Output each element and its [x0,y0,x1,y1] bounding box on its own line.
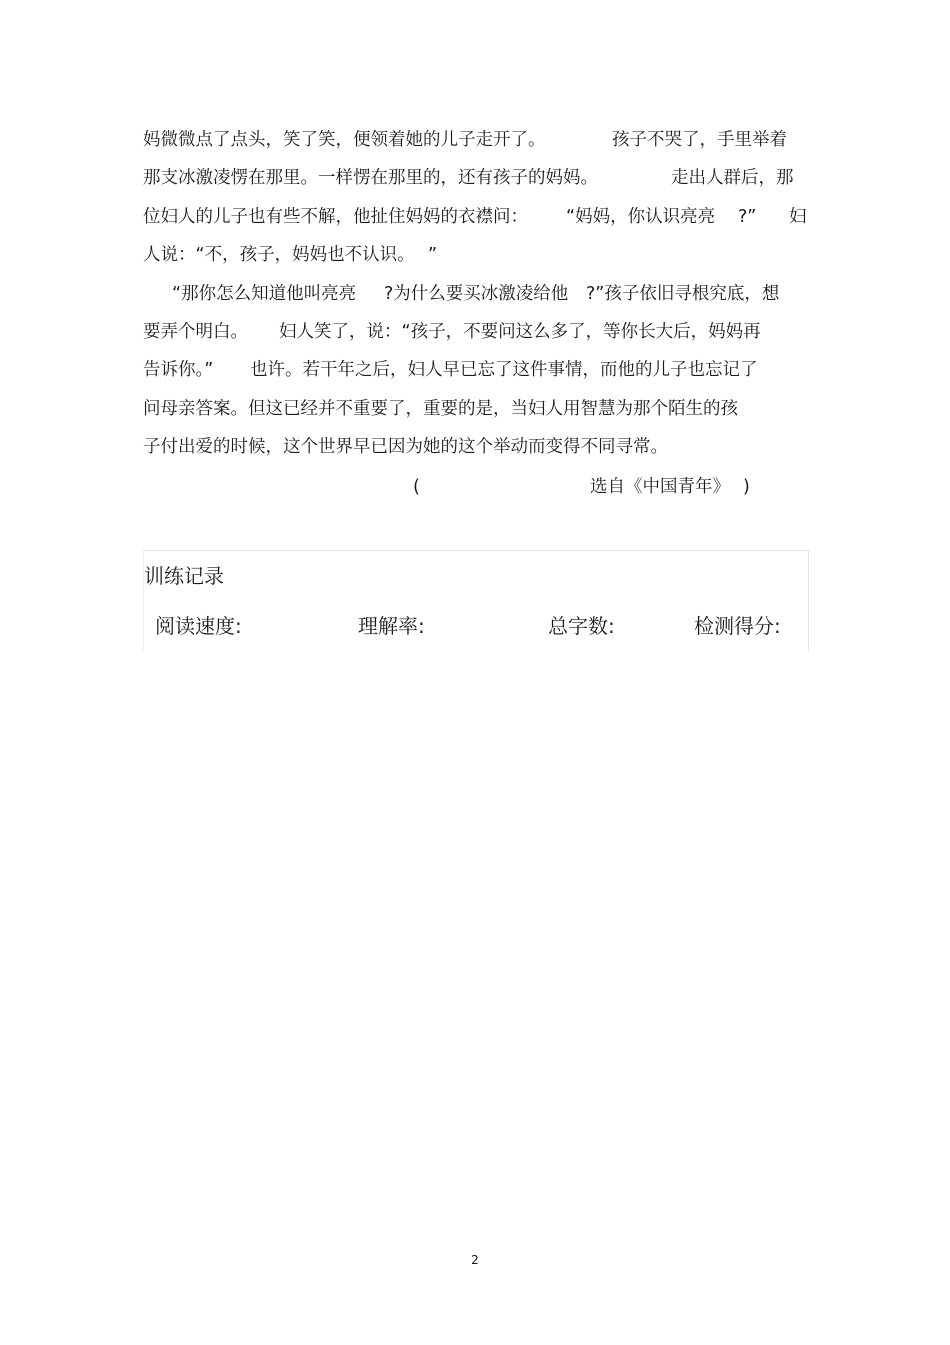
page-number: 2 [471,1253,479,1267]
test-score-label: 检测得分: [694,614,781,638]
text-segment: “那你怎么知道他叫亮亮 [172,284,357,304]
text-segment: 告诉你。” [143,360,214,380]
word-count-label: 总字数: [548,614,615,638]
text-segment: ?” [738,207,757,227]
text-segment: 妇 [789,207,807,227]
text-segment: 位妇人的儿子也有些不解，他扯住妈妈的衣襟问： [143,207,528,227]
text-segment: 也许。若干年之后，妇人早已忘了这件事情，而他的儿子也忘记了 [250,360,758,380]
text-segment: 走出人群后，那 [671,168,794,188]
text-segment: ?”孩子依旧寻根究底，想 [586,284,780,304]
text-segment: 孩子不哭了，手里举着 [612,130,787,150]
text-segment: 妈微微点了点头，笑了笑，便领着她的儿子走开了。 [143,130,546,150]
text-segment: “妈妈，你认识亮亮 [566,207,716,227]
text-segment: 妇人笑了，说：“孩子，不要问这么多了，等你长大后，妈妈再 [279,322,761,342]
text-segment: 要弄个明白。 [143,322,248,342]
text-segment: 人说：“不，孩子，妈妈也不认识。 [143,245,415,265]
comprehension-rate-label: 理解率: [358,614,425,638]
text-segment: 子付出爱的时候，这个世界早已因为她的这个举动而变得不同寻常。 [143,437,668,457]
reading-speed-label: 阅读速度: [155,614,242,638]
source-open-paren: ( [413,477,420,497]
text-segment: ?为什么要买冰激凌给他 [384,284,569,304]
training-record-title: 训练记录 [144,564,224,588]
source-text: 选自《中国青年》 [590,477,730,497]
text-segment: ” [428,245,438,265]
text-segment: 问母亲答案。但这已经并不重要了，重要的是，当妇人用智慧为那个陌生的孩 [143,399,738,419]
source-close-paren: ) [743,477,750,497]
text-segment: 那支冰激凌愣在那里。一样愣在那里的，还有孩子的妈妈。 [143,168,598,188]
